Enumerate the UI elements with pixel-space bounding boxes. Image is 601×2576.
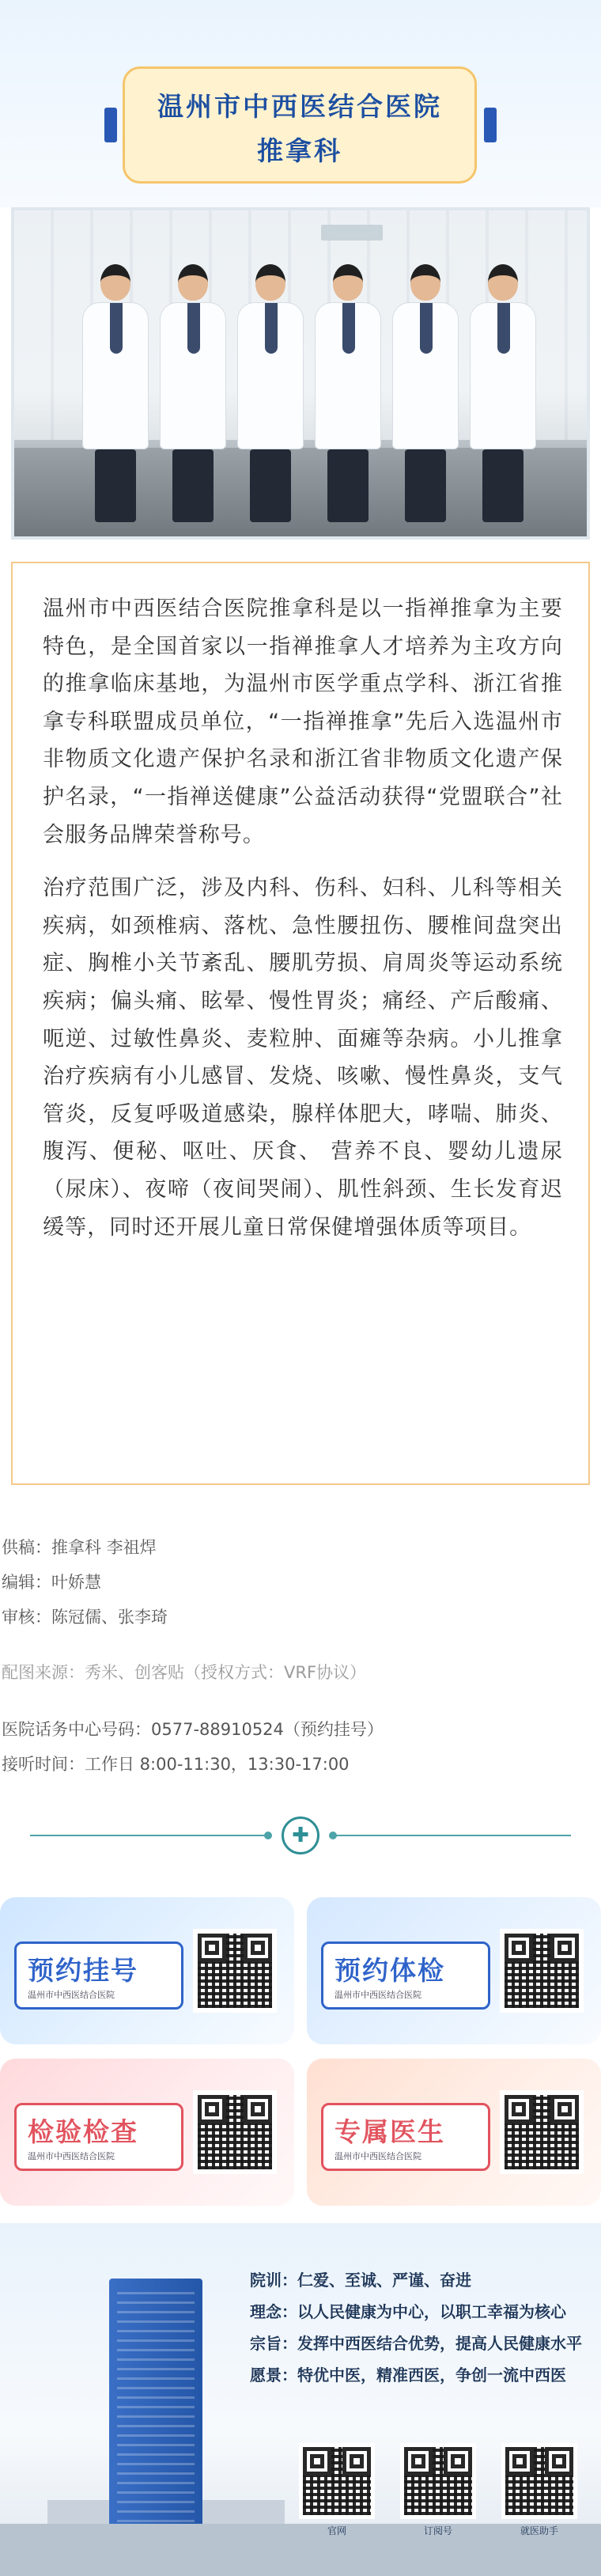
qr-code-icon[interactable] — [193, 1929, 277, 2013]
motto-line: 理念：以人民健康为中心，以职工幸福为核心 — [250, 2302, 566, 2321]
personal-doctor-card[interactable] — [307, 2059, 601, 2206]
section-divider — [30, 1813, 571, 1858]
doctor-figure — [392, 264, 459, 522]
medical-assistant-qr[interactable] — [501, 2443, 577, 2537]
qr-code-icon[interactable] — [193, 2090, 277, 2174]
hospital-motto — [250, 2264, 598, 2391]
card-subtitle: 温州市中西医结合医院 — [335, 1990, 421, 2000]
motto-line: 宗旨：发挥中西医结合优势，提高人民健康水平 — [250, 2334, 582, 2353]
qr-code-icon[interactable] — [500, 1929, 584, 2013]
subscription-qr[interactable] — [400, 2443, 476, 2537]
website-qr[interactable] — [299, 2443, 375, 2537]
card-title: 检验检查 — [28, 2116, 138, 2147]
qr-code-icon[interactable] — [501, 2443, 577, 2519]
doctor-figure — [82, 264, 149, 522]
motto-line: 愿景：特优中医，精准西医，争创一流中西医 — [250, 2366, 566, 2385]
checkup-booking-card[interactable] — [307, 1897, 601, 2044]
hospital-name: 温州市中西医结合医院 — [157, 91, 442, 122]
image-source: 配图来源：秀米、创客贴（授权方式：VRF协议） — [2, 1663, 367, 1682]
card-title: 预约挂号 — [28, 1955, 138, 1986]
hospital-footer-banner — [0, 2223, 601, 2576]
doctor-figure — [237, 264, 304, 522]
hospital-logo-icon: ✚ — [282, 1816, 319, 1854]
qr-code-icon[interactable] — [400, 2443, 476, 2519]
card-subtitle: 温州市中西医结合医院 — [28, 2151, 115, 2161]
qr-label: 就医助手 — [520, 2525, 558, 2536]
card-title: 专属医生 — [335, 2116, 445, 2147]
credit-supply: 供稿：推拿科 李祖焊 — [2, 1538, 157, 1557]
department-name: 推拿科 — [257, 135, 342, 166]
hospital-building-image — [109, 2279, 202, 2540]
qr-label: 官网 — [327, 2525, 346, 2536]
team-photo — [11, 207, 590, 540]
credit-review: 审核：陈冠儒、张李琦 — [2, 1608, 168, 1627]
doctor-figure — [315, 264, 381, 522]
lab-tests-card[interactable] — [0, 2059, 294, 2206]
doctor-figure — [160, 264, 226, 522]
card-title: 预约体检 — [335, 1955, 445, 1986]
doctor-figure — [470, 264, 536, 522]
credit-editor: 编辑：叶娇慧 — [2, 1573, 101, 1592]
intro-paragraph-2: 治疗范围广泛，涉及内科、伤科、妇科、儿科等相关疾病，如颈椎病、落枕、急性腰扭伤、腰椎间盘突出症、胸椎小关节紊乱、腰肌劳损、肩周炎等运动系统疾病；偏头痛、眩晕、慢性胃炎；痛经、产后酸痛、呃逆、过敏性鼻炎、麦粒肿、面瘫等杂病。小儿推拿治疗疾病有小儿感冒、发烧、咳嗽、慢性鼻炎，支气管炎，反复呼吸道感染，腺样体肥大，哮喘、肺炎、腹泻、便秘、呕吐、厌食、 营养不良、婴幼儿遗尿（尿床）、夜啼（夜间哭闹）、肌性斜颈、生长发育迟缓等，同时还开展儿童日常保健增强体质等项目。 — [43, 876, 563, 1240]
card-subtitle: 温州市中西医结合医院 — [335, 2151, 421, 2161]
department-intro-box — [11, 562, 590, 1485]
page-header — [0, 0, 601, 207]
service-hours: 接听时间：工作日 8:00-11:30，13:30-17:00 — [2, 1755, 350, 1774]
qr-code-icon[interactable] — [500, 2090, 584, 2174]
header-decor-right — [484, 108, 497, 142]
hotline-number: 医院话务中心号码：0577-88910524（预约挂号） — [2, 1720, 384, 1739]
header-decor-left — [104, 108, 117, 142]
card-subtitle: 温州市中西医结合医院 — [28, 1990, 115, 2000]
intro-paragraph-1: 温州市中西医结合医院推拿科是以一指禅推拿为主要特色，是全国首家以一指禅推拿人才培养为主攻方向的推拿临床基地，为温州市医学重点学科、浙江省推拿专科联盟成员单位，“一指禅推拿”先后入选温州市非物质文化遗产保护名录和浙江省非物质文化遗产保护名录，“一指禅送健康”公益活动获得“党盟联合”社会服务品牌荣誉称号。 — [43, 597, 563, 847]
qr-code-icon[interactable] — [299, 2443, 375, 2519]
appointment-card[interactable] — [0, 1897, 294, 2044]
motto-line: 院训：仁爱、至诚、严谨、奋进 — [250, 2271, 471, 2290]
qr-label: 订阅号 — [423, 2525, 452, 2536]
header-title-card — [123, 66, 477, 184]
